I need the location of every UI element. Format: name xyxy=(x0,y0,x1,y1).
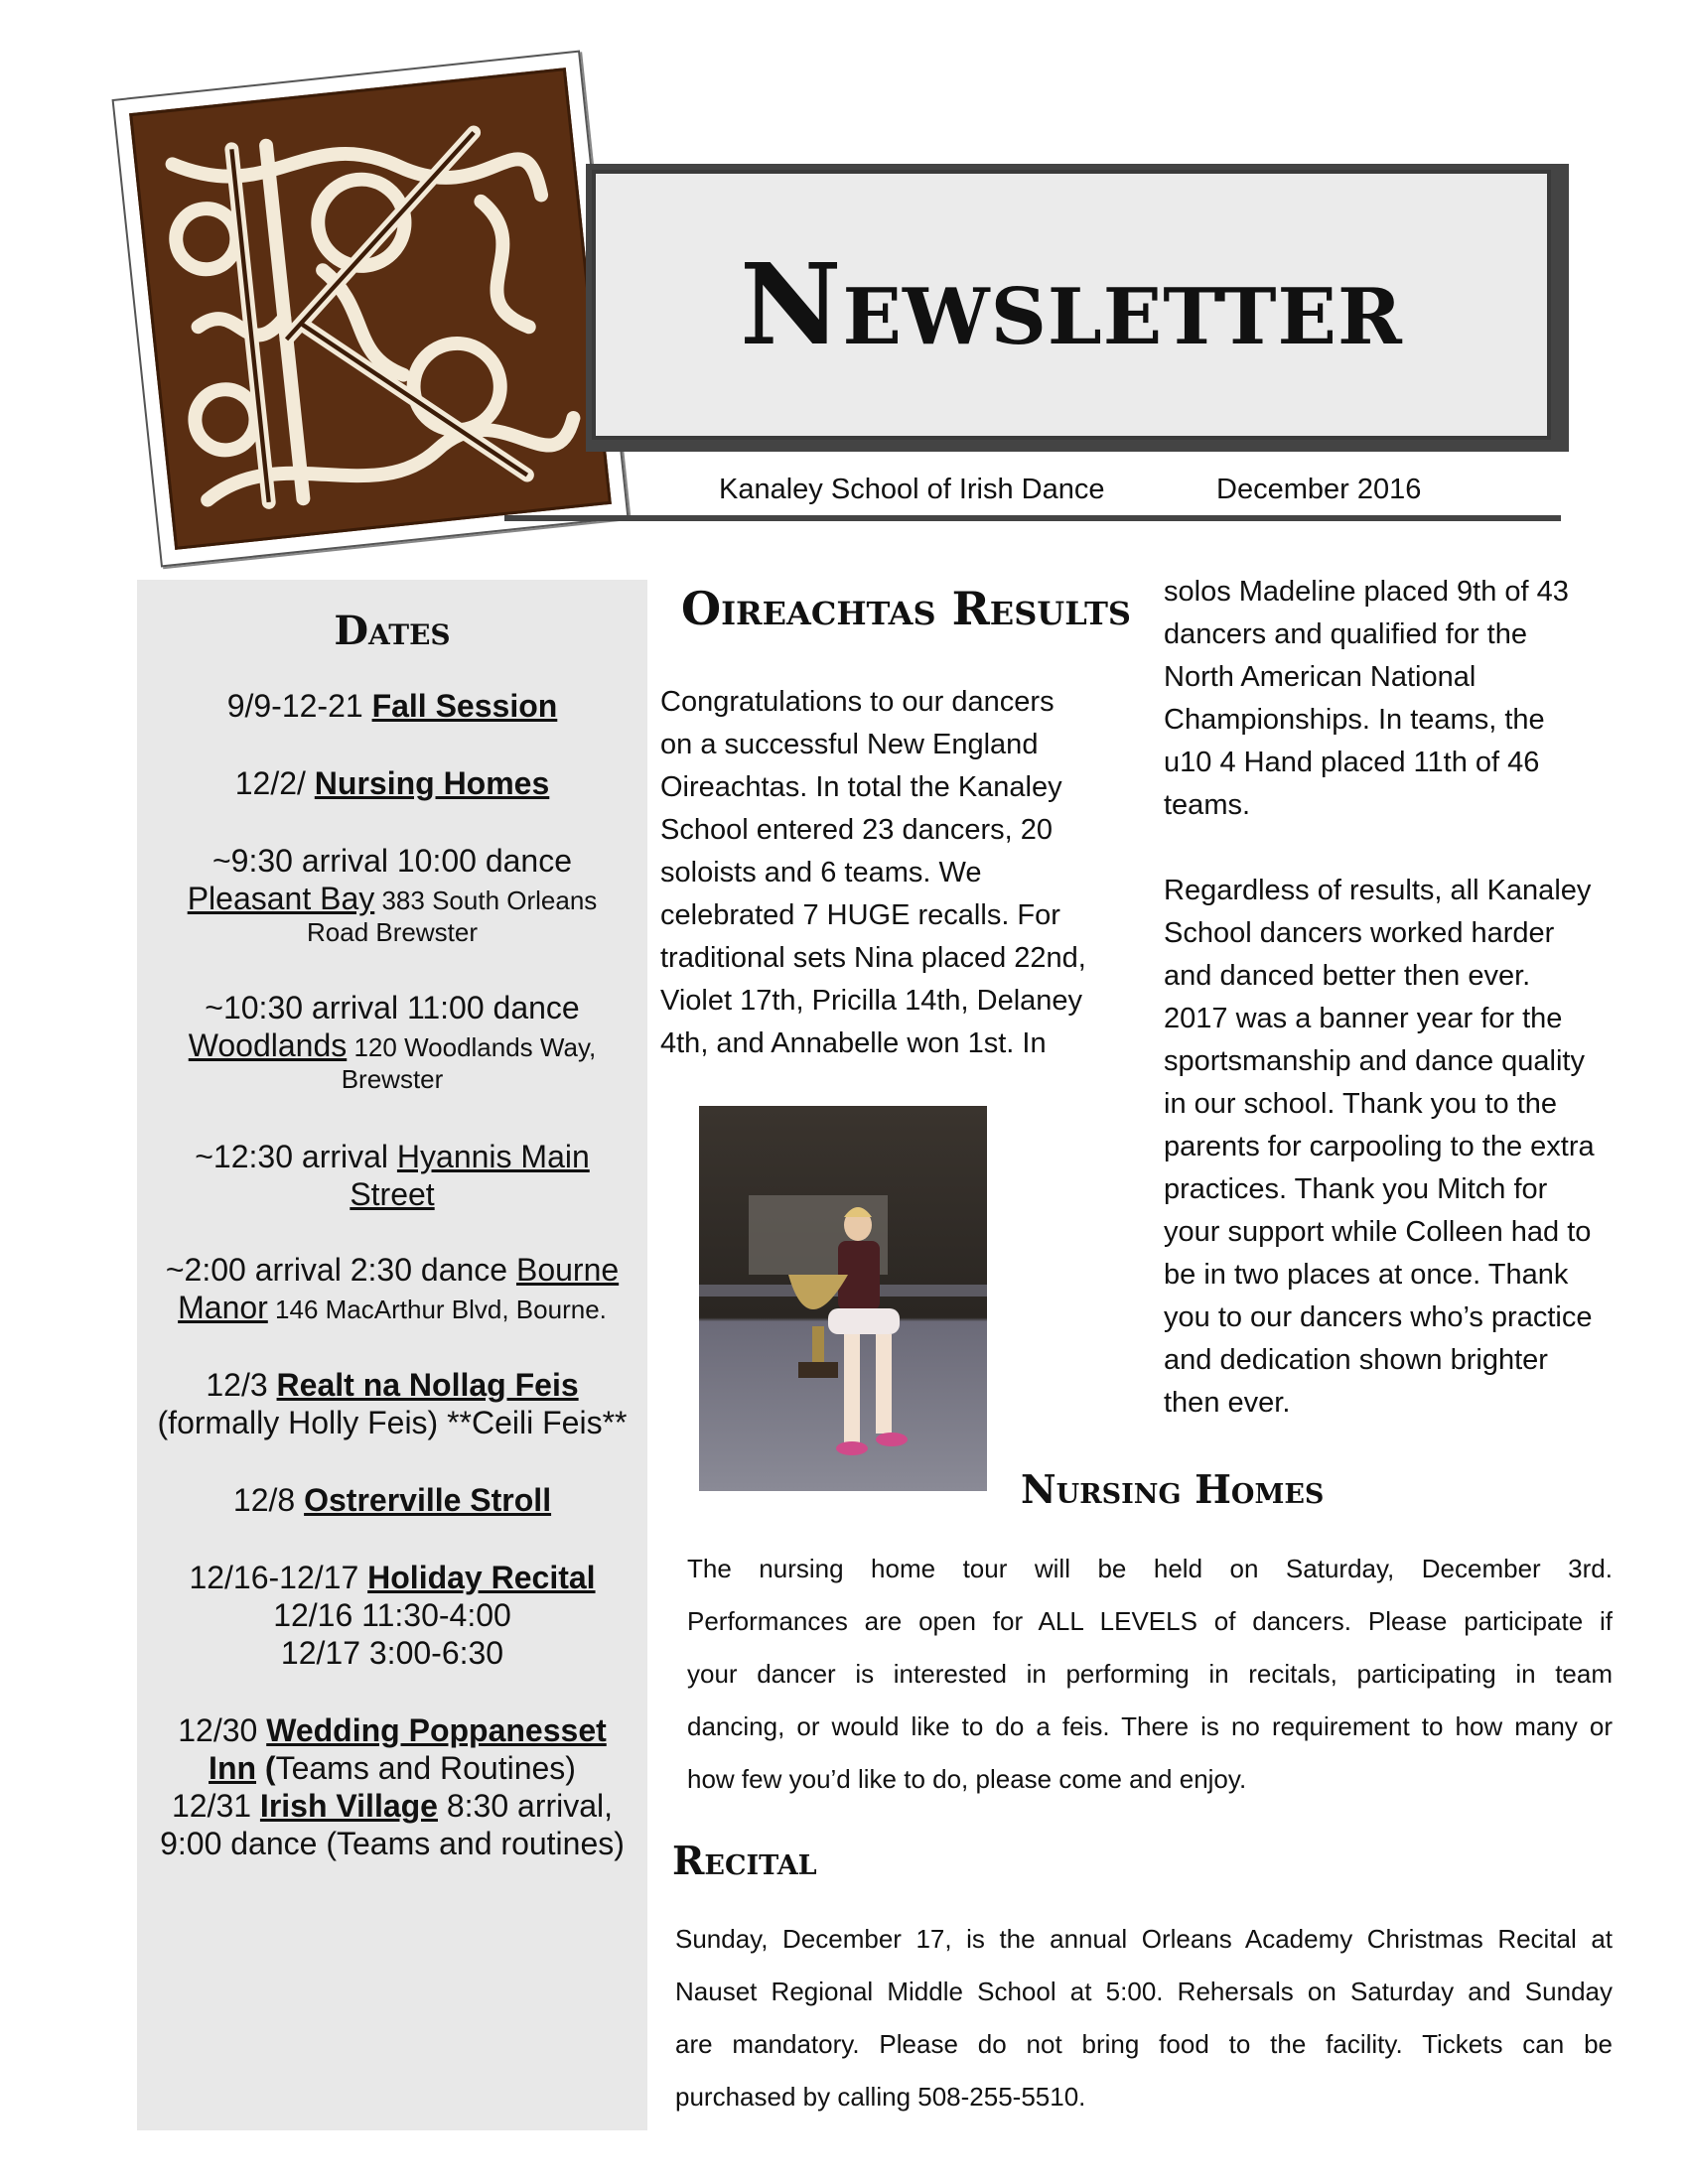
date-item xyxy=(137,1787,647,1825)
date-text: 12/30 xyxy=(178,1712,267,1748)
dates-heading: Dates xyxy=(334,608,451,654)
date-text: 12/8 xyxy=(232,1482,305,1518)
article-line: soloists and 6 teams. We xyxy=(660,857,982,888)
recital-line: Sunday, December 17, is the annual Orleans Academy Christmas Recital at xyxy=(675,1924,1613,1954)
date-text: 12/16-12/17 xyxy=(189,1560,368,1595)
recital-line: purchased by calling 508-255-5510. xyxy=(675,2082,1086,2112)
date-text: 9/9-12-21 xyxy=(226,688,372,724)
date-item xyxy=(137,1481,647,1519)
date-detail: 12/17 3:00-6:30 xyxy=(280,1635,504,1671)
oireachtas-heading: Oireachtas Results xyxy=(681,582,1132,635)
date-item xyxy=(137,687,647,725)
article-line: solos Madeline placed 9th of 43 xyxy=(1164,576,1569,608)
nursing-line: dancing, or would like to do a feis. There is no requirement to how many or xyxy=(687,1711,1613,1741)
title-box xyxy=(592,170,1551,440)
article-line: Violet 17th, Pricilla 14th, Delaney xyxy=(660,985,1083,1017)
event-link[interactable]: Irish Village xyxy=(259,1788,438,1824)
article-line: then ever. xyxy=(1164,1387,1291,1419)
date-detail: 9:00 dance (Teams and routines) xyxy=(160,1826,625,1861)
article-line: traditional sets Nina placed 22nd, xyxy=(660,942,1086,974)
article-line: be in two places at once. Thank xyxy=(1164,1259,1569,1291)
date-text: 12/3 xyxy=(206,1367,277,1403)
date-item xyxy=(137,1749,647,1787)
celtic-knot-k-icon xyxy=(132,70,608,546)
date-detail: ~10:30 arrival 11:00 dance xyxy=(205,990,580,1025)
article-line: parents for carpooling to the extra xyxy=(1164,1131,1595,1162)
date-detail xyxy=(137,1289,647,1328)
date-detail: ~9:30 arrival 10:00 dance xyxy=(211,843,573,879)
recital-heading: Recital xyxy=(672,1839,817,1884)
date-text: ~2:00 arrival 2:30 dance xyxy=(165,1252,516,1288)
location-link[interactable]: Pleasant Bay xyxy=(187,881,375,916)
event-link[interactable]: Nursing Homes xyxy=(314,765,550,801)
date-detail xyxy=(137,1251,647,1289)
date-item xyxy=(137,1711,647,1749)
date-text: ~12:30 arrival xyxy=(195,1139,397,1174)
recital-line: Nauset Regional Middle School at 5:00. Rehersals on Saturday and Sunday xyxy=(675,1977,1613,2006)
nursing-line: how few you’d like to do, please come and enjoy. xyxy=(687,1764,1247,1794)
event-link[interactable]: Inn xyxy=(209,1750,257,1786)
newsletter-title: Newsletter xyxy=(740,239,1403,370)
dancer-trophy-photo xyxy=(699,1106,987,1491)
article-line: Oireachtas. In total the Kanaley xyxy=(660,771,1062,803)
address-text: 120 Woodlands Way, xyxy=(347,1032,597,1062)
address-text: Road Brewster xyxy=(307,917,478,947)
issue-date: December 2016 xyxy=(1216,474,1422,505)
header-rule xyxy=(504,515,1561,521)
article-line: on a successful New England xyxy=(660,729,1039,760)
article-line: 4th, and Annabelle won 1st. In xyxy=(660,1027,1047,1059)
date-text: 8:30 arrival, xyxy=(437,1788,614,1824)
article-line: u10 4 Hand placed 11th of 46 xyxy=(1164,747,1540,778)
location-link[interactable]: Bourne xyxy=(515,1252,620,1288)
recital-line: are mandatory. Please do not bring food to the facility. Tickets can be xyxy=(675,2029,1613,2059)
nursing-line: Performances are open for ALL LEVELS of dancers. Please participate if xyxy=(687,1606,1613,1636)
event-link[interactable]: Wedding Poppanesset xyxy=(266,1712,607,1748)
date-text: 12/31 xyxy=(171,1788,260,1824)
date-text: Teams and Routines) xyxy=(275,1750,576,1786)
article-line: 2017 was a banner year for the xyxy=(1164,1003,1563,1034)
date-detail: 12/16 11:30-4:00 xyxy=(273,1597,511,1633)
date-detail: (formally Holly Feis) **Ceili Feis** xyxy=(157,1405,628,1440)
article-line: School entered 23 dancers, 20 xyxy=(660,814,1053,846)
date-item xyxy=(137,764,647,802)
date-text: ( xyxy=(256,1750,276,1786)
article-line: teams. xyxy=(1164,789,1251,821)
article-line: Regardless of results, all Kanaley xyxy=(1164,875,1592,906)
date-text: 12/2/ xyxy=(234,765,315,801)
article-line: practices. Thank you Mitch for xyxy=(1164,1173,1548,1205)
date-item xyxy=(137,1366,647,1404)
dates-sidebar xyxy=(137,580,647,2130)
date-detail xyxy=(137,1138,647,1175)
event-link[interactable]: Holiday Recital xyxy=(367,1560,596,1595)
event-link[interactable]: Realt na Nollag Feis xyxy=(276,1367,579,1403)
article-line: sportsmanship and dance quality xyxy=(1164,1045,1585,1077)
article-line: Championships. In teams, the xyxy=(1164,704,1545,736)
location-link[interactable]: Hyannis Main xyxy=(396,1139,590,1174)
article-line: and dedication shown brighter xyxy=(1164,1344,1548,1376)
article-line: and danced better then ever. xyxy=(1164,960,1531,992)
address-text: 146 MacArthur Blvd, Bourne. xyxy=(267,1295,607,1324)
location-link[interactable]: Street xyxy=(350,1176,435,1212)
date-item xyxy=(137,1559,647,1596)
article-line: your support while Colleen had to xyxy=(1164,1216,1592,1248)
nursing-line: your dancer is interested in performing in recitals, participating in team xyxy=(687,1659,1613,1689)
address-text: 383 South Orleans xyxy=(374,886,598,915)
article-line: School dancers worked harder xyxy=(1164,917,1555,949)
school-name: Kanaley School of Irish Dance xyxy=(719,474,1105,505)
photo-illustration xyxy=(699,1106,987,1491)
article-line: Congratulations to our dancers xyxy=(660,686,1055,718)
event-link[interactable]: Fall Session xyxy=(371,688,558,724)
date-detail xyxy=(137,1175,647,1213)
event-link[interactable]: Ostrerville Stroll xyxy=(304,1482,552,1518)
nursing-line: The nursing home tour will be held on Saturday, December 3rd. xyxy=(687,1554,1613,1583)
article-line: in our school. Thank you to the xyxy=(1164,1088,1558,1120)
article-line: North American National xyxy=(1164,661,1477,693)
article-line: dancers and qualified for the xyxy=(1164,618,1527,650)
location-link[interactable]: Woodlands xyxy=(188,1027,348,1063)
article-line: you to our dancers who’s practice xyxy=(1164,1301,1593,1333)
location-link[interactable]: Manor xyxy=(178,1290,268,1325)
nursing-homes-heading: Nursing Homes xyxy=(1021,1467,1325,1513)
article-line: celebrated 7 HUGE recalls. For xyxy=(660,899,1060,931)
school-logo xyxy=(112,51,630,568)
address-text: Brewster xyxy=(341,1064,444,1094)
